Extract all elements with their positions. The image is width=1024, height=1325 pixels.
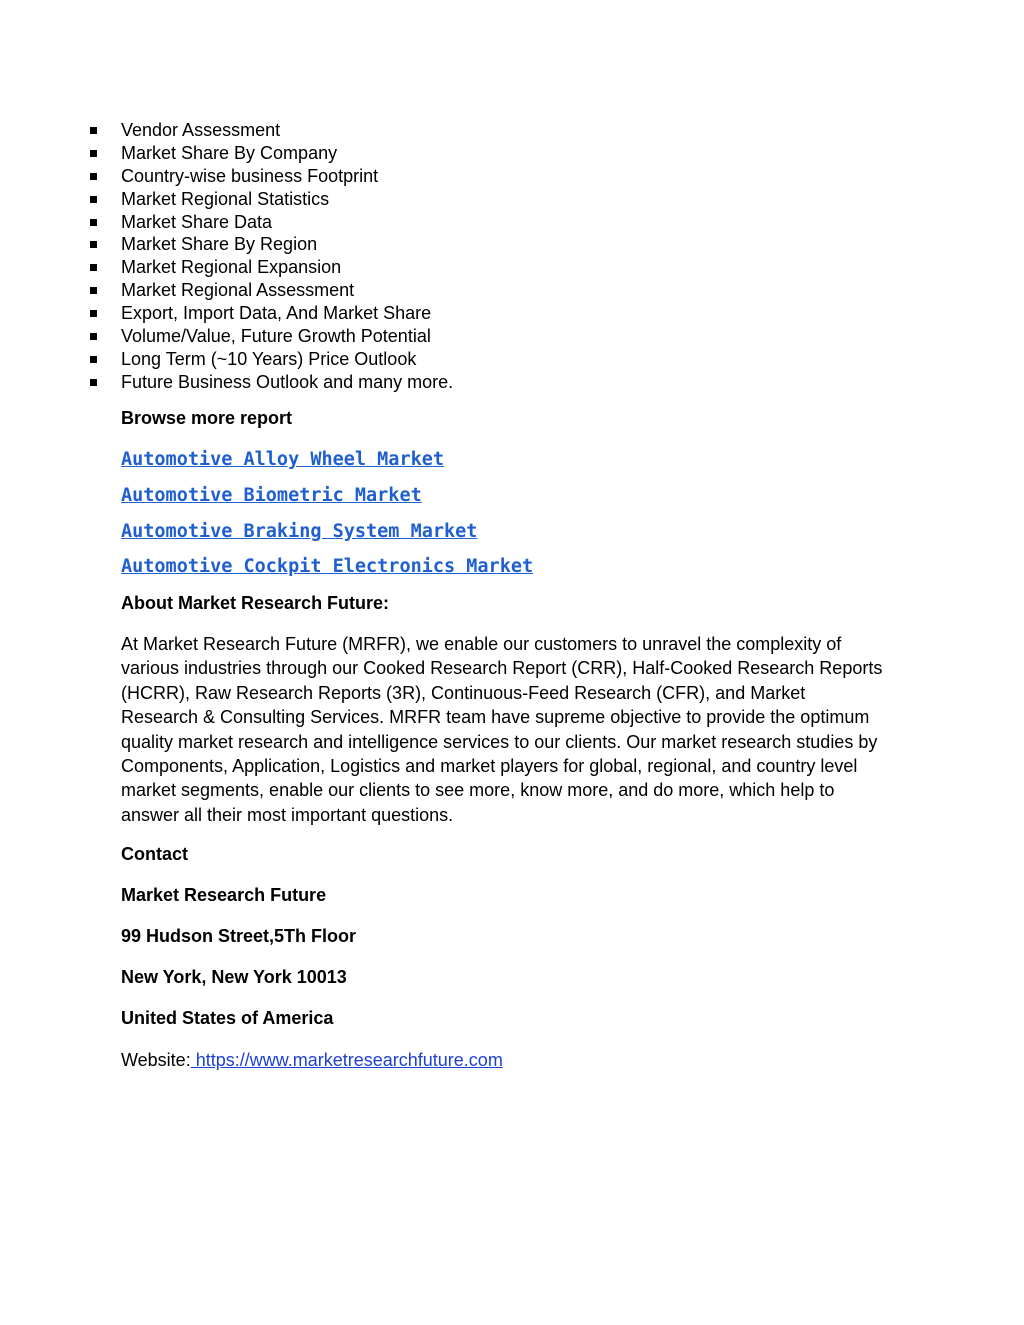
browse-more-heading: Browse more report <box>121 408 293 428</box>
square-bullet-icon <box>90 150 97 157</box>
about-line: market segments, enable our clients to see more, know more, and do more, which help to <box>121 780 835 801</box>
about-line: quality market research and intelligence services to our clients. Our market research studies by <box>121 731 878 752</box>
list-item-text: Future Business Outlook and many more. <box>121 371 454 392</box>
square-bullet-icon <box>90 196 97 203</box>
report-link-braking-system[interactable]: Automotive Braking System Market <box>121 521 478 542</box>
website-line <box>121 1048 503 1072</box>
square-bullet-icon <box>90 310 97 317</box>
list-item-text: Market Share By Company <box>121 142 338 163</box>
list-item-text: Long Term (~10 Years) Price Outlook <box>121 348 417 369</box>
about-line: Components, Application, Logistics and market players for global, regional, and country level <box>121 756 858 777</box>
contact-street: 99 Hudson Street,5Th Floor <box>121 926 357 946</box>
about-line: answer all their most important questions. <box>121 804 454 825</box>
square-bullet-icon <box>90 356 97 363</box>
square-bullet-icon <box>90 127 97 134</box>
square-bullet-icon <box>90 264 97 271</box>
website-link[interactable]: https://www.marketresearchfuture.com <box>190 1050 503 1070</box>
list-item-text: Country-wise business Footprint <box>121 165 379 186</box>
square-bullet-icon <box>90 219 97 226</box>
list-item-text: Volume/Value, Future Growth Potential <box>121 326 431 347</box>
list-item-text: Market Regional Expansion <box>121 257 342 278</box>
list-item-text: Export, Import Data, And Market Share <box>121 303 432 324</box>
square-bullet-icon <box>90 333 97 340</box>
about-line: At Market Research Future (MRFR), we enable our customers to unravel the complexity of <box>121 634 842 654</box>
about-line: Research & Consulting Services. MRFR team have supreme objective to provide the optimum <box>121 707 870 728</box>
report-link-cockpit-electronics[interactable]: Automotive Cockpit Electronics Market <box>121 556 534 577</box>
about-heading: About Market Research Future: <box>121 593 390 613</box>
list-item-text: Vendor Assessment <box>121 120 281 140</box>
square-bullet-icon <box>90 173 97 180</box>
report-link-biometric[interactable]: Automotive Biometric Market <box>121 485 422 506</box>
square-bullet-icon <box>90 241 97 248</box>
square-bullet-icon <box>90 379 97 386</box>
contact-heading: Contact <box>121 844 188 864</box>
about-line: (HCRR), Raw Research Reports (3R), Continuous-Feed Research (CFR), and Market <box>121 682 806 703</box>
list-item-text: Market Share Data <box>121 211 273 232</box>
contact-country: United States of America <box>121 1008 334 1028</box>
about-line: various industries through our Cooked Research Report (CRR), Half-Cooked Research Reports <box>121 658 883 679</box>
square-bullet-icon <box>90 287 97 294</box>
list-item-text: Market Regional Assessment <box>121 280 355 301</box>
contact-city: New York, New York 10013 <box>121 967 347 987</box>
report-link-alloy-wheel[interactable]: Automotive Alloy Wheel Market <box>121 449 445 470</box>
list-item-text: Market Share By Region <box>121 234 318 255</box>
about-paragraph <box>121 632 921 827</box>
contact-company: Market Research Future <box>121 885 327 905</box>
list-item-text: Market Regional Statistics <box>121 188 330 209</box>
website-label: Website: <box>121 1050 191 1070</box>
